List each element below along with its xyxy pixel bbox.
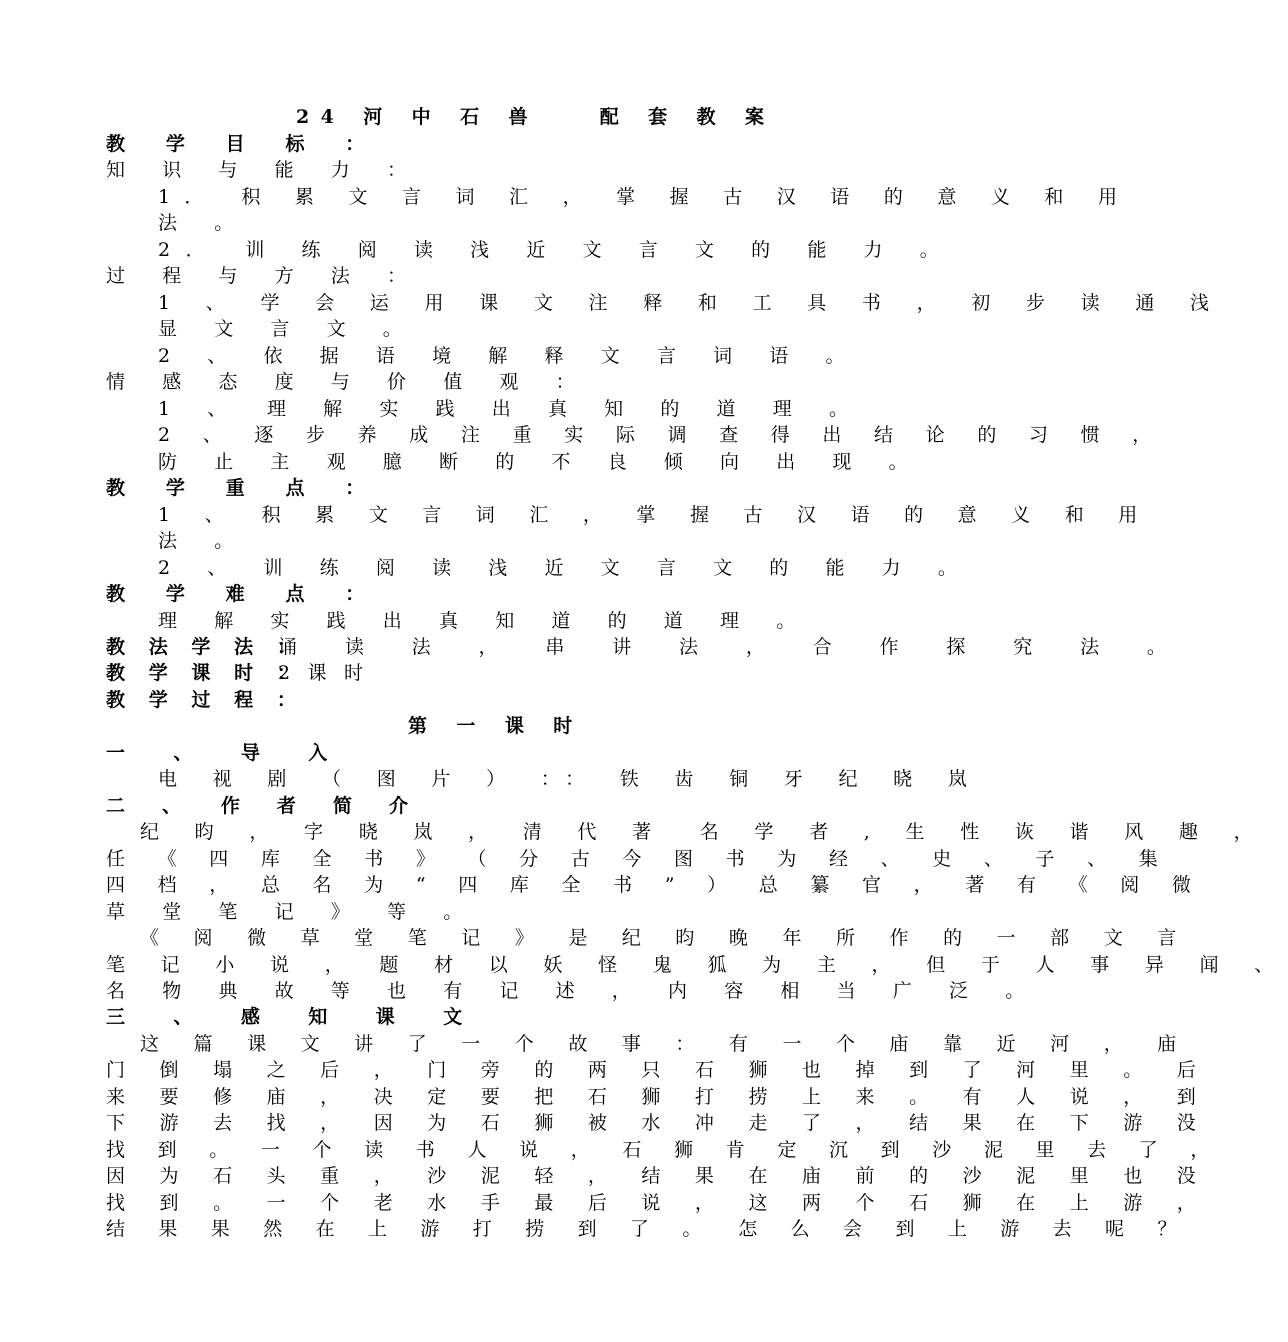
- text-line: 1 、 理 解 实 践 出 真 知 的 道 理 。: [158, 398, 864, 420]
- text-line: 找 到 。 一 个 读 书 人 说 ， 石 狮 肯 定 沉 到 沙 泥 里 去 了 ，: [106, 1139, 1223, 1161]
- text-line: 防 止 主 观 臆 断 的 不 良 倾 向 出 现 。: [158, 451, 924, 473]
- text-line: 2． 训 练 阅 读 浅 近 文 言 文 的 能 力 。: [158, 239, 955, 261]
- text-line: 这 篇 课 文 讲 了 一 个 故 事 ： 有 一 个 庙 靠 近 河 ， 庙: [140, 1033, 1191, 1055]
- text-line: 法 。: [158, 212, 249, 234]
- text-line: 显 文 言 文 。: [158, 318, 418, 340]
- section-heading-author: 二 、 作 者 简 介: [106, 795, 424, 817]
- text-line: 门 倒 塌 之 后 ， 门 旁 的 两 只 石 狮 也 掉 到 了 河 里 。 后: [106, 1059, 1211, 1081]
- text-line: 下 游 去 找 ， 因 为 石 狮 被 水 冲 走 了 ， 结 果 在 下 游 没: [106, 1112, 1211, 1134]
- text-line: 笔 记 小 说 ， 题 材 以 妖 怪 鬼 狐 为 主 ， 但 于 人 事 异 闻 、: [106, 954, 1288, 976]
- text-line: 2 、 依 据 语 境 解 释 文 言 词 语 。: [158, 345, 861, 367]
- text-line: 1． 积 累 文 言 词 汇 ， 掌 握 古 汉 语 的 意 义 和 用: [158, 186, 1132, 208]
- document-title: 24 河 中 石 兽 配 套 教 案: [296, 106, 776, 128]
- text-line: 《 阅 微 草 堂 笔 记 》 是 纪 昀 晚 年 所 作 的 一 部 文 言: [140, 927, 1191, 949]
- text-line: 名 物 典 故 等 也 有 记 述 ， 内 容 相 当 广 泛 。: [106, 980, 1040, 1002]
- subheading-knowledge: 知 识 与 能 力 ：: [106, 159, 422, 181]
- text-line: 四 档 ， 总 名 为 “ 四 库 全 书 ” ） 总 纂 官 ， 著 有 《 阅 微: [106, 874, 1205, 896]
- heading-methods: 教 法 学 法 ：: [106, 636, 305, 658]
- text-line: 1 、 学 会 运 用 课 文 注 释 和 工 具 书 ， 初 步 读 通 浅: [158, 292, 1224, 314]
- text-line: 电 视 剧 （ 图 片 ） ：： 铁 齿 铜 牙 纪 晓 岚: [158, 768, 982, 790]
- text-line: 任 《 四 库 全 书 》 （ 分 古 今 图 书 为 经 、 史 、 子 、 集: [106, 848, 1172, 870]
- text-line: 法 。: [158, 530, 249, 552]
- text-line: 1 、 积 累 文 言 词 汇 ， 掌 握 古 汉 语 的 意 义 和 用: [158, 504, 1152, 526]
- methods-value: 诵 读 法 ， 串 讲 法 ， 合 作 探 究 法 。: [278, 636, 1187, 658]
- heading-key-points: 教 学 重 点 ：: [106, 477, 382, 499]
- heading-process-steps: 教 学 过 程 ：: [106, 689, 305, 711]
- heading-periods: 教 学 课 时 ：: [106, 662, 305, 684]
- text-line: 找 到 。 一 个 老 水 手 最 后 说 ， 这 两 个 石 狮 在 上 游 ，: [106, 1192, 1211, 1214]
- text-line: 纪 昀 ， 字 晓 岚 ， 清 代 著 名 学 者 , 生 性 诙 谐 风 趣 ，: [140, 821, 1268, 843]
- section-heading-perceive: 三 、 感 知 课 文: [106, 1006, 483, 1028]
- section-heading-intro: 一 、 导 入: [106, 742, 349, 764]
- text-line: 来 要 修 庙 ， 决 定 要 把 石 狮 打 捞 上 来 。 有 人 说 ， 到: [106, 1086, 1211, 1108]
- text-line: 2 、 逐 步 养 成 注 重 实 际 调 查 得 出 结 论 的 习 惯 ，: [158, 424, 1165, 446]
- subheading-emotion: 情 感 态 度 与 价 值 观 ：: [106, 371, 591, 393]
- subheading-process: 过 程 与 方 法 ：: [106, 265, 422, 287]
- text-line: 2 、 训 练 阅 读 浅 近 文 言 文 的 能 力 。: [158, 557, 973, 579]
- text-line: 理 解 实 践 出 真 知 道 的 道 理 。: [158, 610, 811, 632]
- text-line: 草 堂 笔 记 》 等 。: [106, 901, 478, 923]
- heading-difficulty: 教 学 难 点 ：: [106, 583, 382, 605]
- heading-objectives: 教 学 目 标 ：: [106, 133, 382, 155]
- periods-value: 2 课 时: [278, 662, 369, 684]
- section-title-first-period: 第 一 课 时: [408, 715, 584, 737]
- text-line: 因 为 石 头 重 ， 沙 泥 轻 ， 结 果 在 庙 前 的 沙 泥 里 也 没: [106, 1165, 1211, 1187]
- text-line: 结 果 果 然 在 上 游 打 捞 到 了 。 怎 么 会 到 上 游 去 呢 ？: [106, 1218, 1191, 1240]
